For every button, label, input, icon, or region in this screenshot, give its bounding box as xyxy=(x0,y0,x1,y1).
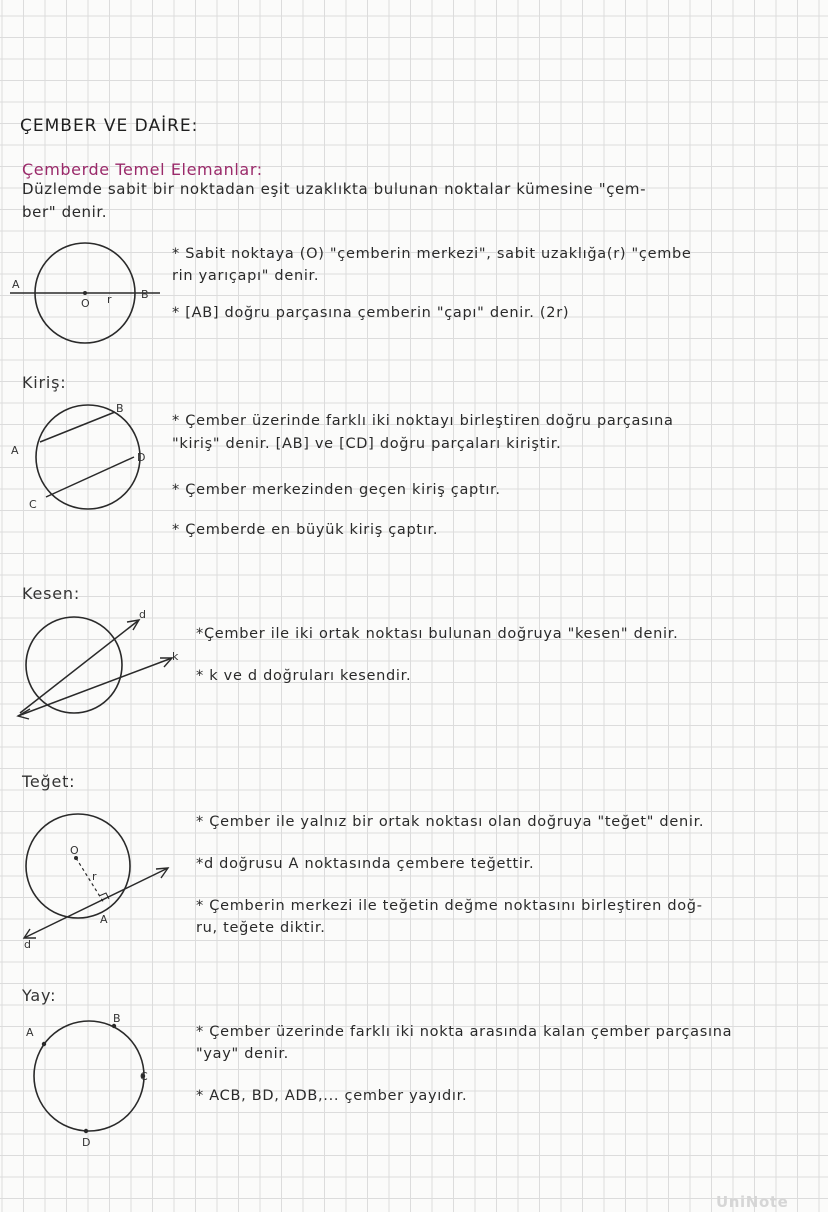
perpendicular-note-line-2: ru, teğete diktir. xyxy=(196,920,326,936)
label-c: C xyxy=(29,498,37,511)
tangent-point-note: *d doğrusu A noktasında çembere teğettir. xyxy=(196,856,535,872)
circle-shape xyxy=(26,814,130,918)
tangent-note: * Çember ile yalnız bir ortak noktası olan doğruya "teğet" denir. xyxy=(196,814,705,830)
label-d: d xyxy=(24,938,31,951)
chord-ab xyxy=(40,412,115,442)
label-d: D xyxy=(137,451,146,464)
label-a: A xyxy=(11,444,19,457)
definition-line-1: Düzlemde sabit bir noktadan eşit uzaklıkta bulunan noktalar kümesine "çem- xyxy=(22,180,647,198)
section-heading-secant: Kesen: xyxy=(22,584,81,603)
label-o: O xyxy=(70,844,79,857)
section-heading-arc: Yay: xyxy=(22,986,57,1005)
center-point xyxy=(83,291,87,295)
point-d xyxy=(84,1129,88,1133)
label-a: A xyxy=(100,913,108,926)
chord-diameter-note: * Çember merkezinden geçen kiriş çaptır. xyxy=(172,482,501,498)
label-k: k xyxy=(172,650,179,663)
chord-note-line-2: "kiriş" denir. [AB] ve [CD] doğru parçaları kiriştir. xyxy=(172,436,562,452)
diameter-note: * [AB] doğru parçasına çemberin "çapı" denir. (2r) xyxy=(172,305,570,321)
circle-diameter-diagram xyxy=(10,240,160,350)
circle-shape xyxy=(34,1021,144,1131)
center-radius-note-line-2: rin yarıçapı" denir. xyxy=(172,268,320,284)
arc-diagram xyxy=(16,1014,166,1154)
tangent-diagram xyxy=(16,808,186,951)
radius-line xyxy=(76,858,104,903)
section-heading-basic-elements: Çemberde Temel Elemanlar: xyxy=(22,160,263,179)
circle-shape xyxy=(36,405,140,509)
point-a xyxy=(42,1042,46,1046)
arc-note-line-1: * Çember üzerinde farklı iki nokta arasında kalan çember parçasına xyxy=(196,1024,733,1040)
section-heading-chord: Kiriş: xyxy=(22,373,67,392)
circle-shape xyxy=(26,617,122,713)
label-d: D xyxy=(82,1136,91,1149)
secant-lines-note: * k ve d doğruları kesendir. xyxy=(196,668,412,684)
arc-examples-note: * ACB, BD, ADB,... çember yayıdır. xyxy=(196,1088,468,1104)
center-radius-note-line-1: * Sabit noktaya (O) "çemberin merkezi", sabit uzaklığa(r) "çembe xyxy=(172,246,692,262)
label-d: d xyxy=(139,608,146,621)
label-c: C xyxy=(140,1070,148,1083)
watermark-logo: UniNote xyxy=(716,1193,789,1211)
label-b: B xyxy=(141,288,149,301)
page-title: ÇEMBER VE DAİRE: xyxy=(20,116,199,136)
label-a: A xyxy=(12,278,20,291)
section-heading-tangent: Teğet: xyxy=(22,772,76,791)
chord-note-line-1: * Çember üzerinde farklı iki noktayı birleştiren doğru parçasına xyxy=(172,413,674,429)
definition-line-2: ber" denir. xyxy=(22,203,108,221)
label-r: r xyxy=(92,870,97,883)
arc-note-line-2: "yay" denir. xyxy=(196,1046,289,1062)
label-a: A xyxy=(26,1026,34,1039)
label-o: O xyxy=(81,297,90,310)
perpendicular-note-line-1: * Çemberin merkezi ile teğetin değme noktasını birleştiren doğ- xyxy=(196,898,703,914)
label-r: r xyxy=(107,293,112,306)
chord-cd xyxy=(46,457,134,497)
secant-note: *Çember ile iki ortak noktası bulunan doğruya "kesen" denir. xyxy=(196,626,679,642)
secant-diagram xyxy=(14,608,184,723)
chord-diagram xyxy=(10,400,160,520)
label-b: B xyxy=(116,402,124,415)
label-b: B xyxy=(113,1012,121,1025)
largest-chord-note: * Çemberde en büyük kiriş çaptır. xyxy=(172,522,439,538)
